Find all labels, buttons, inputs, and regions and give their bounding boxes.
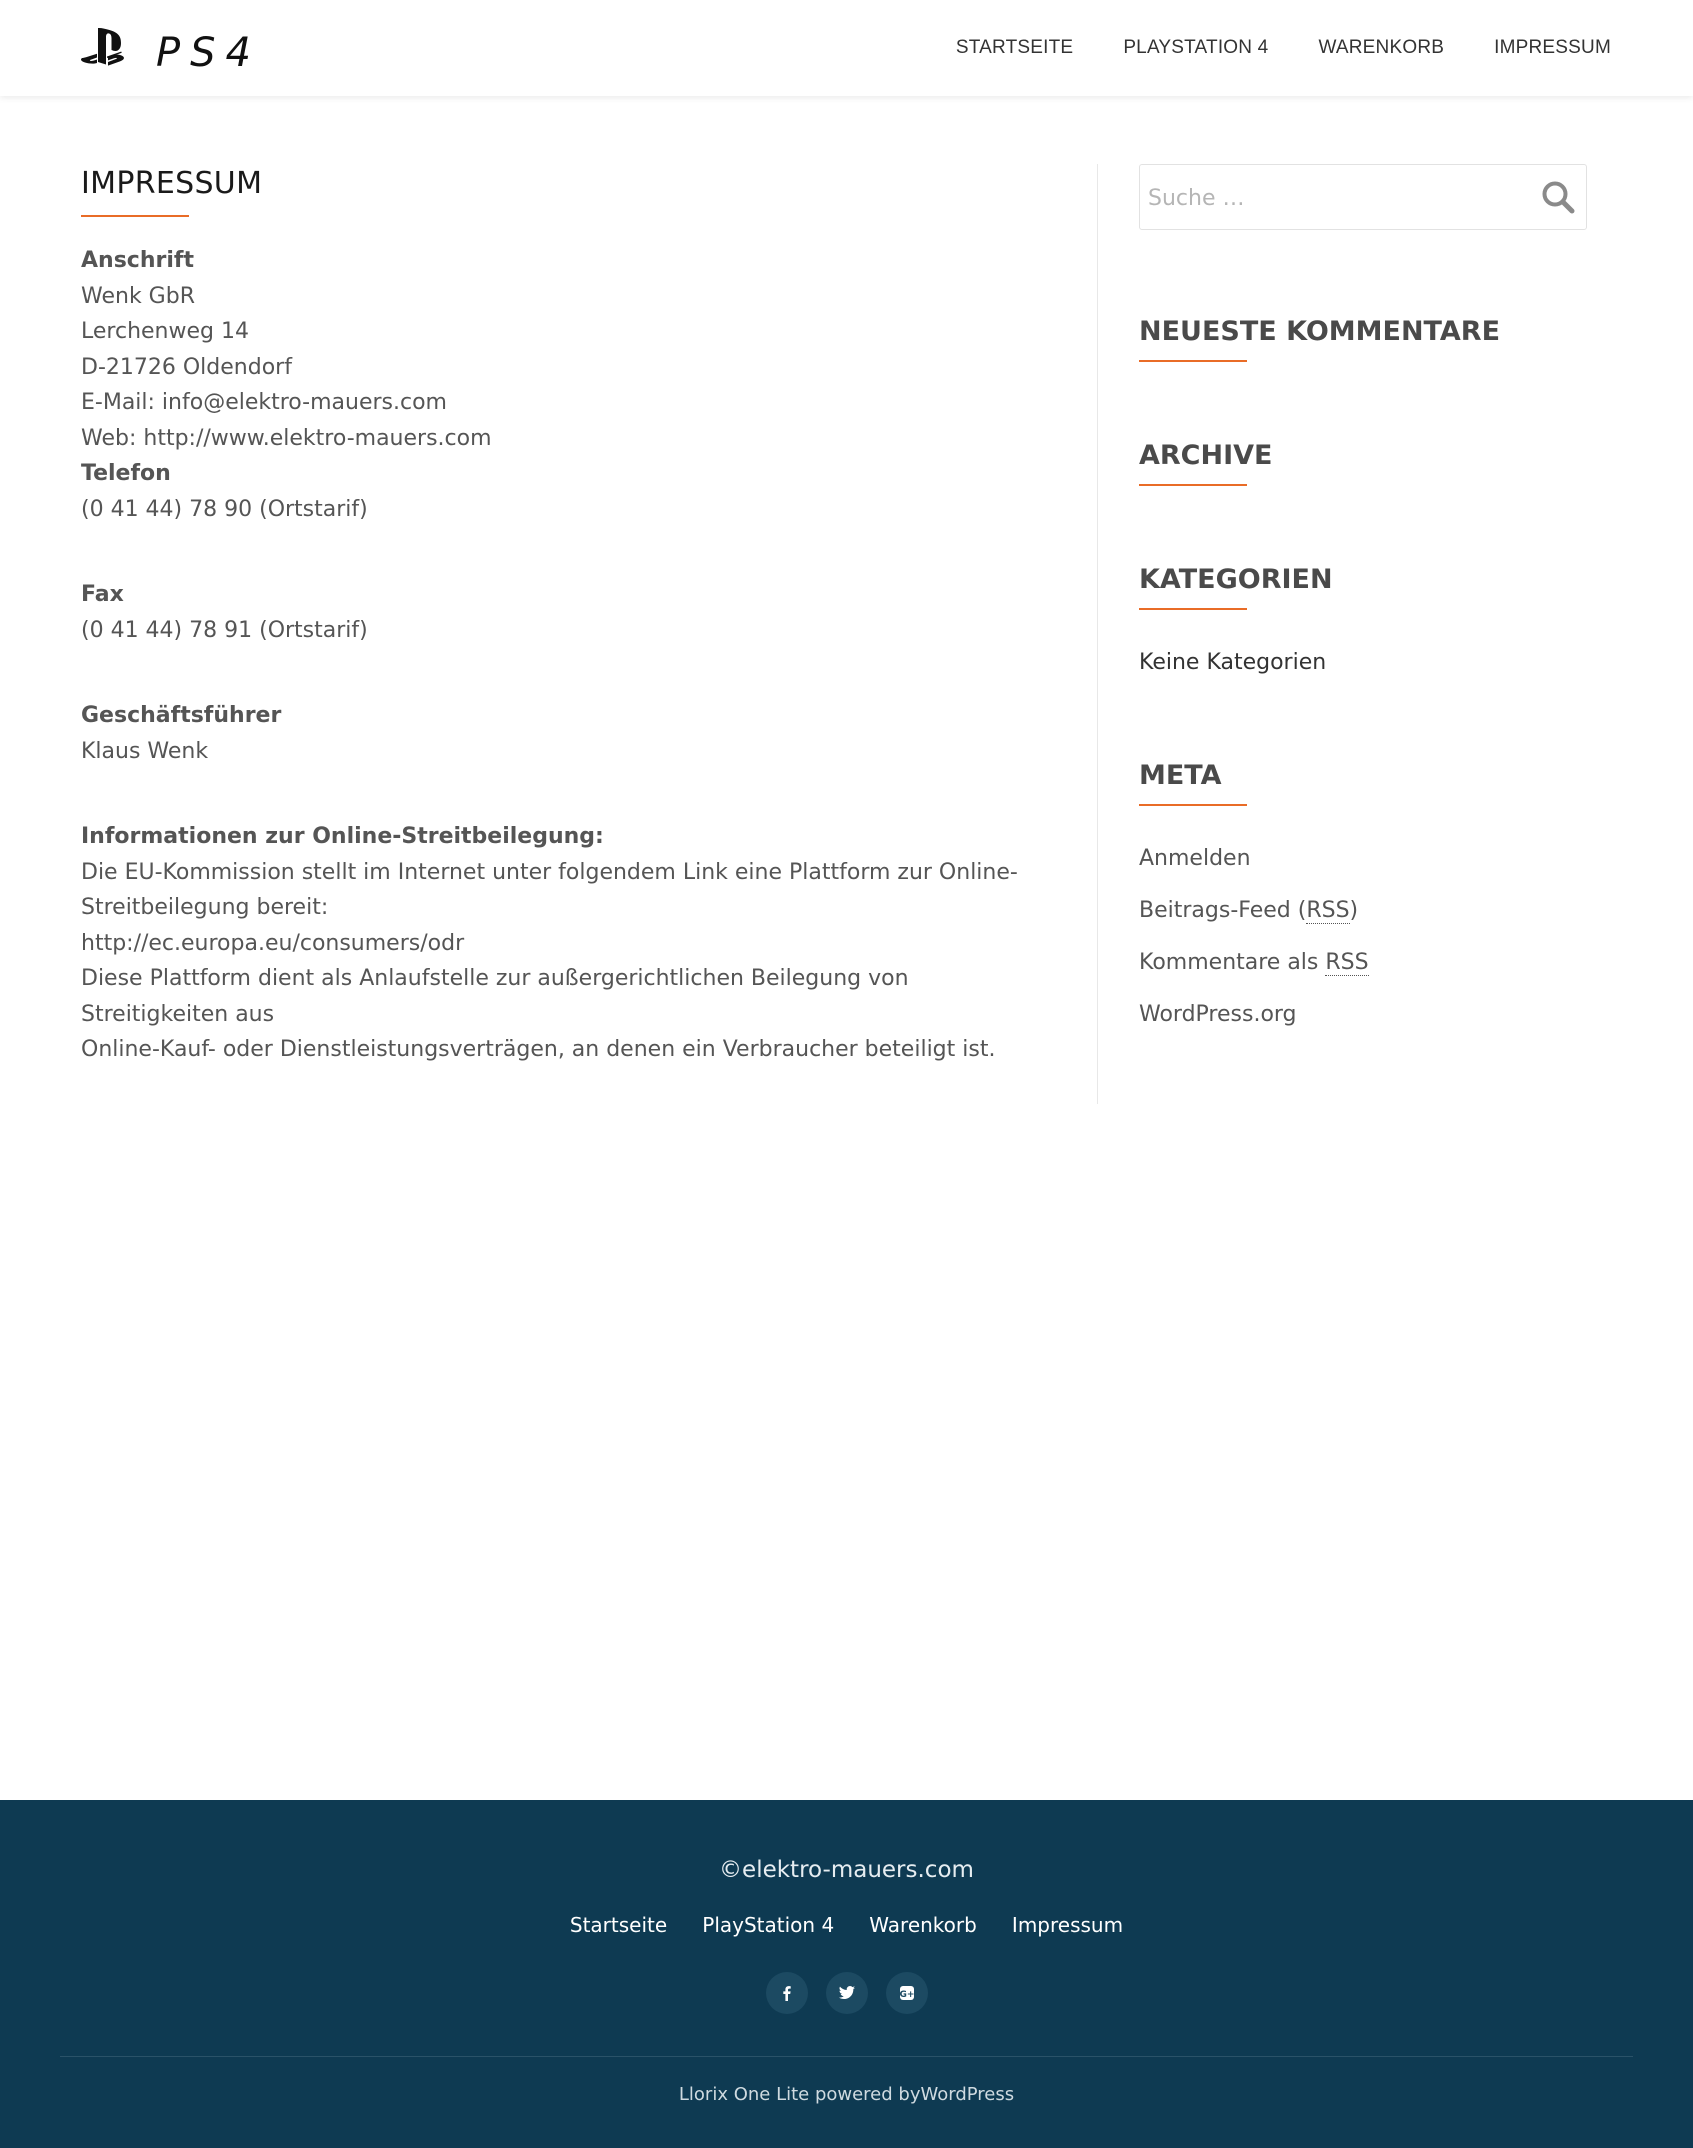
anschrift-label: Anschrift (81, 248, 194, 273)
nav-startseite[interactable]: STARTSEITE (955, 37, 1074, 58)
footer-nav-startseite[interactable]: Startseite (569, 1913, 668, 1937)
odr-label: Informationen zur Online-Streitbeilegung: (81, 824, 604, 849)
twitter-icon[interactable] (826, 1972, 868, 2014)
meta-wordpress-link[interactable]: WordPress.org (1139, 1002, 1297, 1027)
odr-link: http://ec.europa.eu/consumers/odr (81, 930, 465, 956)
main-nav (956, 0, 1611, 96)
widget-title-underline (1139, 804, 1247, 806)
impressum-text (81, 243, 1041, 1068)
main-content (81, 160, 1041, 1068)
meta-comments-prefix: Kommentare als (1139, 950, 1326, 975)
footer-divider (60, 2056, 1633, 2057)
web-line: Web: http://www.elektro-mauers.com (81, 425, 492, 451)
social-links (0, 1972, 1693, 2014)
address-line: D-21726 Oldendorf (81, 354, 292, 380)
email-line: E-Mail: info@elektro-mauers.com (81, 390, 447, 415)
site-header (0, 0, 1693, 96)
widget-title-underline (1139, 608, 1247, 610)
widget-title: ARCHIVE (1139, 440, 1273, 471)
widget-recent-comments (1139, 312, 1500, 362)
widget-title: NEUESTE KOMMENTARE (1139, 316, 1501, 347)
widget-title: META (1139, 760, 1222, 791)
footer-nav (0, 1913, 1693, 1937)
svg-text:G+: G+ (899, 1990, 914, 2000)
address-line: Wenk GbR (81, 283, 195, 309)
search-input[interactable] (1146, 165, 1530, 231)
widget-title: KATEGORIEN (1139, 564, 1333, 595)
footer-nav-impressum[interactable]: Impressum (1011, 1913, 1124, 1937)
meta-comments-link[interactable] (1139, 948, 1369, 978)
page-title: IMPRESSUM (81, 166, 263, 201)
fax-value: (0 41 44) 78 91 (Ortstarif) (81, 617, 368, 643)
odr-line: Die EU-Kommission stellt im Internet unter folgendem Link eine Plattform zur Online- (81, 859, 1018, 885)
footer-nav-playstation-4[interactable]: PlayStation 4 (702, 1913, 835, 1937)
meta-feed-rss: RSS (1306, 898, 1350, 923)
site-footer (0, 1800, 1693, 2148)
geschaeftsfuehrer-label: Geschäftsführer (81, 703, 282, 728)
widget-title-underline (1139, 360, 1247, 362)
meta-login-link[interactable]: Anmelden (1139, 846, 1251, 871)
nav-warenkorb[interactable]: WARENKORB (1318, 37, 1445, 58)
sidebar-divider (1097, 164, 1098, 1104)
nav-playstation-4[interactable]: PLAYSTATION 4 (1123, 37, 1269, 58)
meta-comments-rss: RSS (1325, 950, 1369, 975)
playstation-logo-icon (80, 26, 295, 70)
meta-feed-link[interactable] (1139, 896, 1369, 926)
odr-line: Streitbeilegung bereit: (81, 895, 329, 920)
copyright-text: ©elektro-mauers.com (719, 1857, 974, 1883)
address-line: Lerchenweg 14 (81, 319, 249, 344)
widget-title-underline (1139, 484, 1247, 486)
fax-label: Fax (81, 582, 124, 607)
widget-meta (1139, 756, 1369, 1030)
meta-feed-prefix: Beitrags-Feed ( (1139, 898, 1307, 923)
theme-credit: Llorix One Lite powered byWordPress (678, 2084, 1015, 2105)
widget-categories (1139, 560, 1333, 678)
meta-feed-suffix: ) (1349, 898, 1359, 923)
ps4-logo[interactable] (80, 26, 295, 70)
geschaeftsfuehrer-value: Klaus Wenk (81, 738, 209, 764)
search-icon[interactable] (1540, 179, 1576, 215)
google-plus-icon[interactable] (886, 1972, 928, 2014)
odr-line: Diese Plattform dient als Anlaufstelle zur außergerichtlichen Beilegung von Streitigkeiten aus (81, 966, 909, 1027)
logo-text: PS4 (156, 30, 261, 70)
telefon-label: Telefon (81, 461, 171, 486)
sidebar (1139, 164, 1589, 1027)
title-underline (81, 215, 189, 217)
no-categories-text: Keine Kategorien (1139, 650, 1327, 675)
footer-nav-warenkorb[interactable]: Warenkorb (869, 1913, 977, 1937)
nav-impressum[interactable]: IMPRESSUM (1494, 37, 1611, 58)
odr-line: Online-Kauf- oder Dienstleistungsverträgen, an denen ein Verbraucher beteiligt ist. (81, 1037, 996, 1062)
widget-archive (1139, 436, 1272, 486)
search-form (1139, 164, 1587, 230)
telefon-value: (0 41 44) 78 90 (Ortstarif) (81, 496, 368, 522)
facebook-icon[interactable] (766, 1972, 808, 2014)
